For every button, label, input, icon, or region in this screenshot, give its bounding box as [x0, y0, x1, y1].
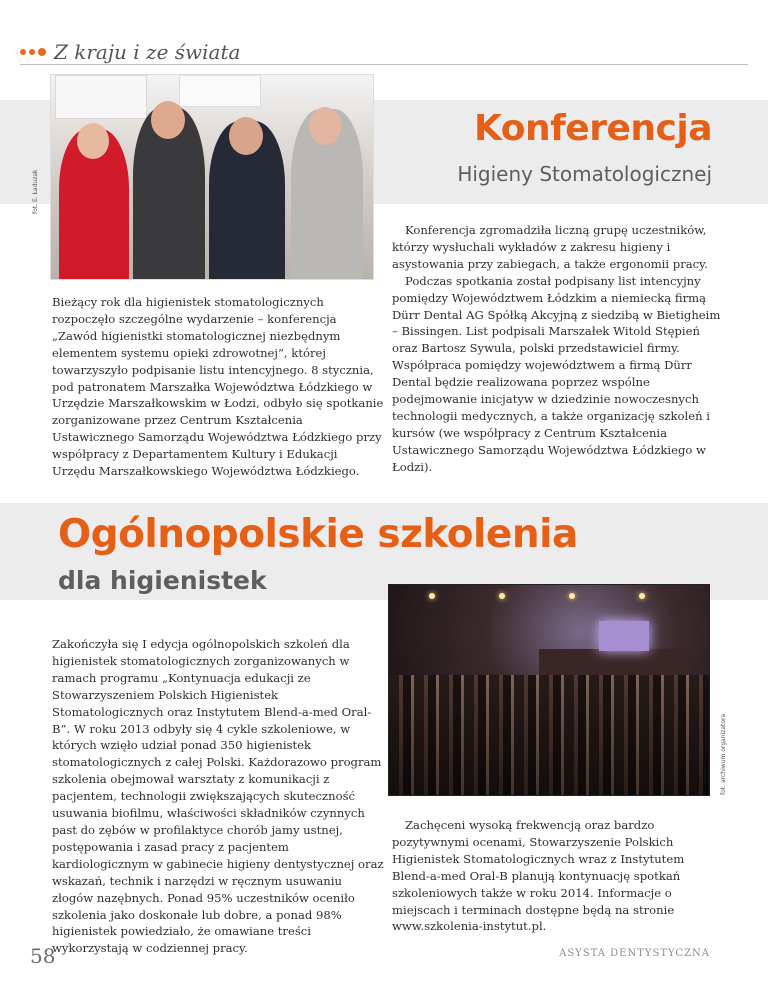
- photo-banner-right: [179, 75, 261, 107]
- bullet-dots-icon: [20, 48, 46, 56]
- projection-screen: [599, 621, 649, 651]
- article1-column2: [392, 222, 722, 476]
- article2-paragraph: Zachęceni wysoką frekwencją oraz bardzo pozytywnymi ocenami, Stowarzyszenie Polskich Higienistek Stomatologicznych wraz z Instytutem Blend-a-med Oral-B planują kontynuację spotkań szkoleniowych także w roku 2014. Informacje o miejscach i terminach dostępne będą na stronie www.szkolenia-instytut.pl.: [392, 818, 685, 934]
- section-header: [20, 38, 240, 66]
- article1-title: Konferencja: [474, 108, 712, 149]
- photo-credit-1: fot. E. Ładuzak: [32, 169, 39, 214]
- magazine-name: ASYSTA DENTYSTYCZNA: [559, 948, 710, 959]
- article1-paragraph: Bieżący rok dla higienistek stomatologicznych rozpoczęło szczególne wydarzenie – konferencja „Zawód higienistki stomatologicznej niezbędnym elementem systemu opieki zdrowotnej”, której towarzyszyło podpisanie listu intencyjnego. 8 stycznia, pod patronatem Marszałka Województwa Łódzkiego w Urzędzie Marszałkowskim w Łodzi, odbyło się spotkanie zorganizowane przez Centrum Kształcenia Ustawicznego Samorządu Województwa Łódzkiego przy współpracy z Departamentem Kultury i Edukacji Urzędu Marszałkowskiego Województwa Łódzkiego.: [52, 295, 384, 479]
- header-divider: [20, 64, 748, 65]
- article1-paragraph: Podczas spotkania został podpisany list intencyjny pomiędzy Województwem Łódzkim a niemiecką firmą Dürr Dental AG Spółką Akcyjną z siedzibą w Bietigheim – Bissingen. List podpisali Marszałek Witold Stępień oraz Bartosz Sywula, polski przedstawiciel firmy. Współpraca pomiędzy województwem a firmą Dürr Dental będzie realizowana poprzez wspólne podejmowanie inicjatyw w dziedzinie nowoczesnych technologii medycznych, a także organizację szkoleń i kursów (we współpracy z Centrum Kształcenia Ustawicznego Samorządu Województwa Łódzkiego w Łodzi).: [392, 273, 721, 474]
- article2-subtitle: dla higienistek: [58, 566, 267, 595]
- photo-credit-2: fot. archiwum organizatora: [720, 713, 727, 795]
- page-number: 58: [30, 944, 56, 968]
- article2-column2: [392, 817, 722, 935]
- article1-column1: [52, 294, 384, 480]
- section-title: Z kraju i ze świata: [54, 40, 241, 64]
- audience: [389, 675, 709, 795]
- conference-photo: [50, 74, 374, 280]
- article1-subtitle: Higieny Stomatologicznej: [457, 162, 712, 186]
- article2-paragraph: Zakończyła się I edycja ogólnopolskich szkoleń dla higienistek stomatologicznych zorganizowanych w ramach programu „Kontynuacja edukacji ze Stowarzyszeniem Polskich Higienistek Stomatologicznych oraz Instytutem Blend-a-med Oral-B”. W roku 2013 odbyły się 4 cykle szkoleniowe, w których wzięło udział ponad 350 higienistek stomatologicznych z całej Polski. Każdorazowo program szkolenia obejmował warsztaty z komunikacji z pacjentem, technologii zwiększających skuteczność usuwania biofilmu, właściwości składników czynnych past do zębów w profilaktyce chorób jamy ustnej, postępowania i zasad pracy z pacjentem kardiologicznym w gabinecie higieny dentystycznej oraz wskazań, technik i narzędzi w ręcznym usuwaniu złogów nazębnych. Ponad 95% uczestników oceniło szkolenia jako doskonałe lub dobre, a ponad 98% higienistek powiedziało, że omawiane treści wykorzystają w codziennej pracy.: [52, 637, 384, 956]
- training-audience-photo: [388, 584, 710, 796]
- article1-paragraph: Konferencja zgromadziła liczną grupę uczestników, którzy wysłuchali wykładów z zakresu higieny i asystowania przy zabiegach, a także ergonomii pracy.: [392, 223, 708, 271]
- article2-column1: [52, 636, 386, 957]
- article2-title: Ogólnopolskie szkolenia: [58, 512, 578, 557]
- photo-banner: [55, 75, 147, 119]
